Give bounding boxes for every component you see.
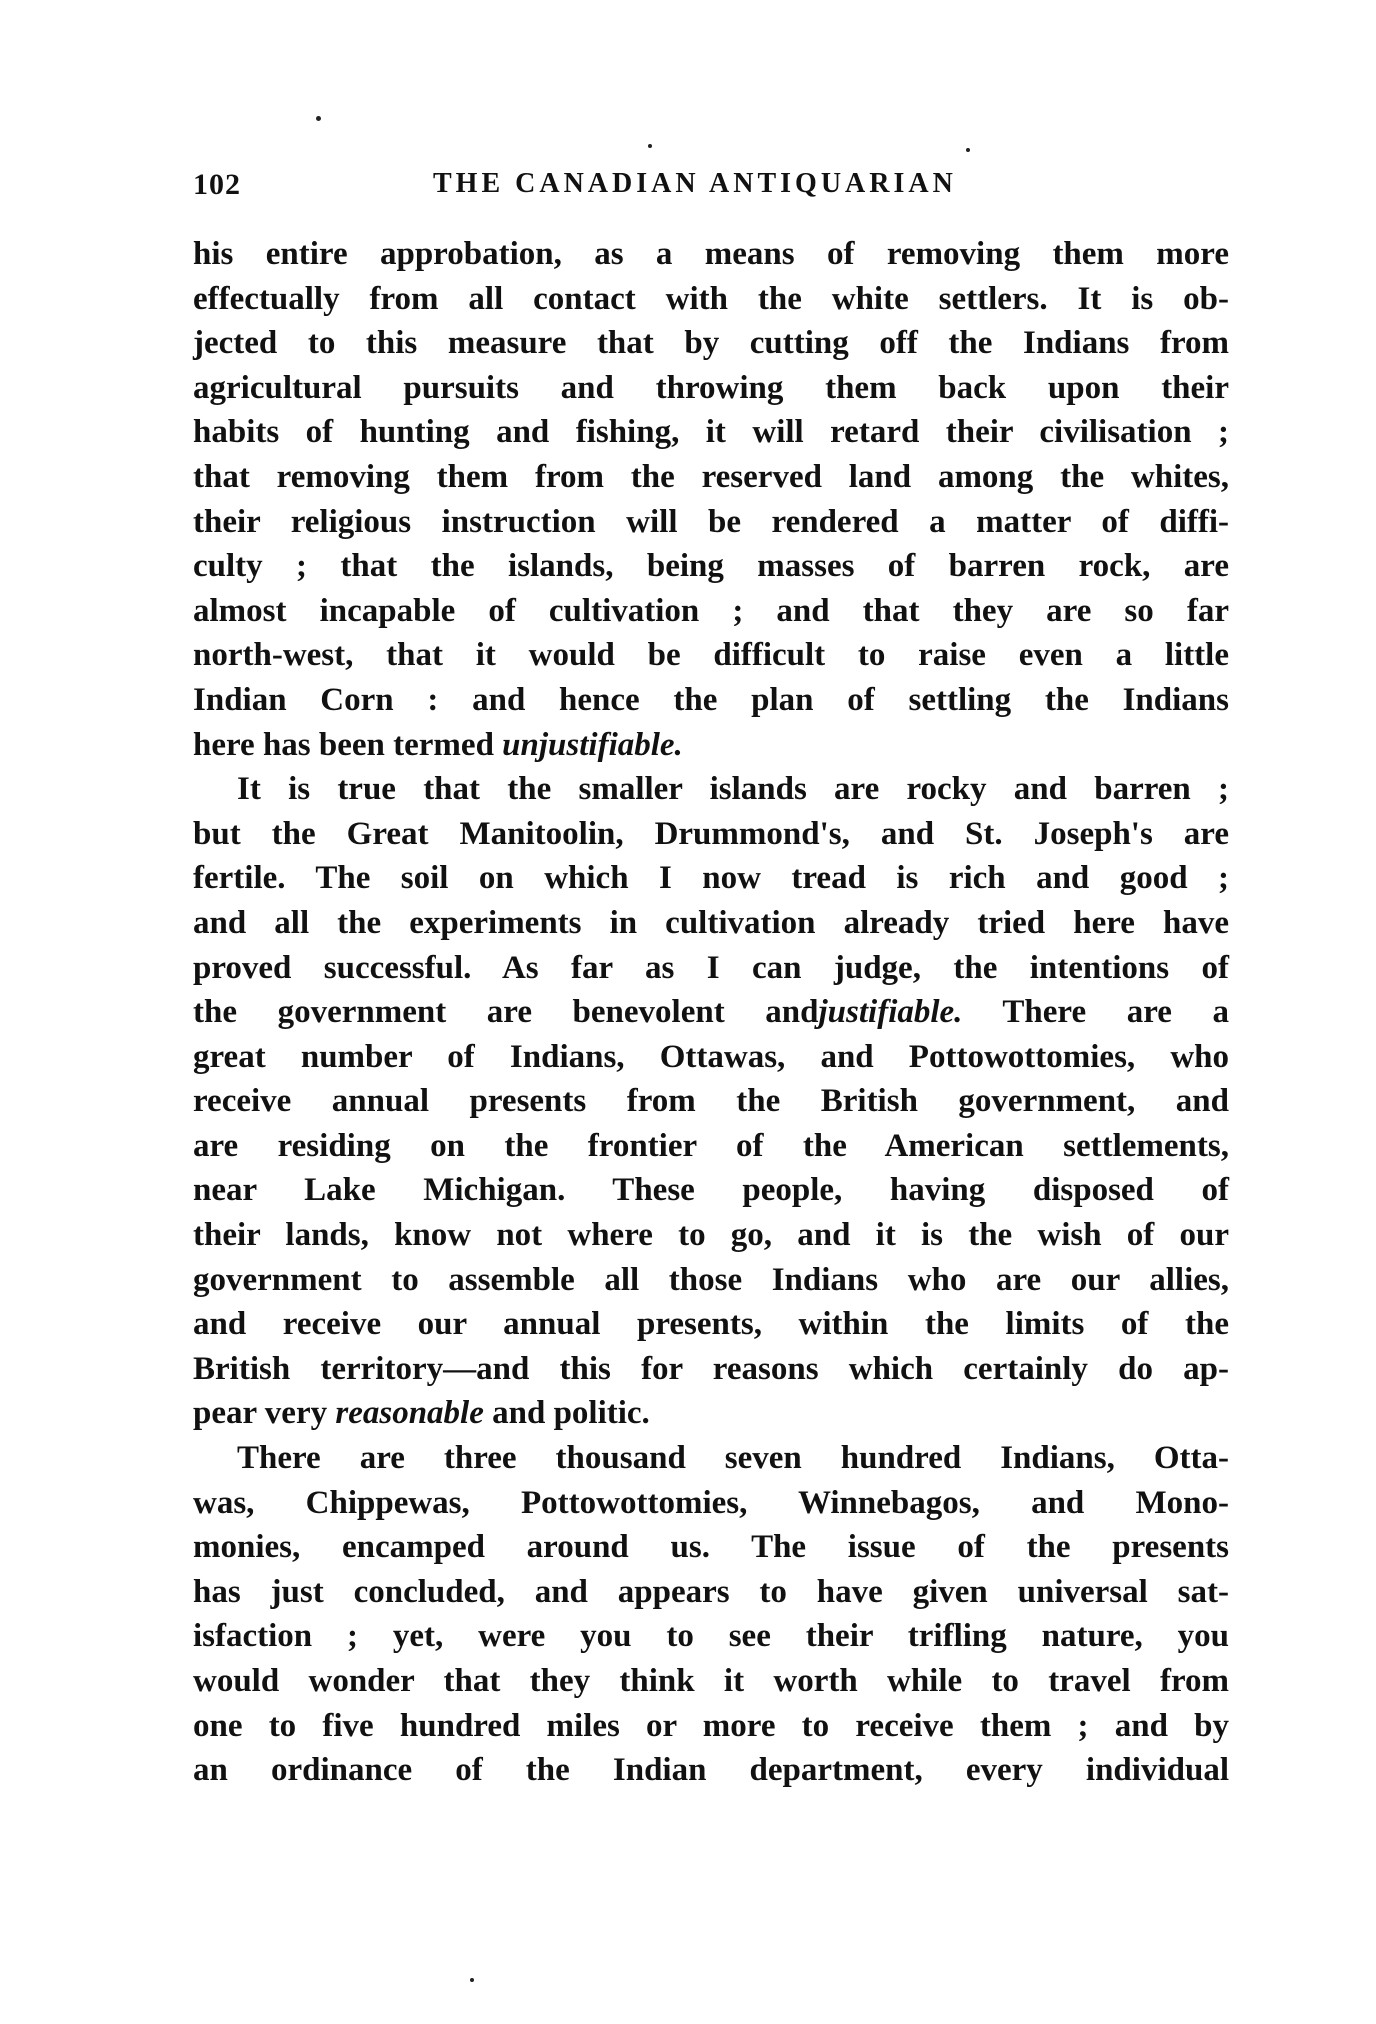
text-fragment: pear very [193,1395,328,1432]
text-line-with-italic [193,723,1229,768]
body-text [193,232,1229,1793]
text-line: and all the experiments in cultivation already tried here have [193,904,1229,941]
text-line: agricultural pursuits and throwing them back upon their [193,369,1229,406]
text-line: was, Chippewas, Pottowottomies, Winnebagos, and Mono- [193,1484,1229,1521]
text-line: British territory—and this for reasons which certainly do ap- [193,1350,1229,1387]
text-line: receive annual presents from the British government, and [193,1083,1229,1120]
text-line: an ordinance of the Indian department, every individual [193,1752,1229,1789]
text-line: almost incapable of cultivation ; and that they are so far [193,592,1229,629]
text-line-with-italic [193,990,1229,1035]
page-number: 102 [193,168,241,201]
text-line: effectually from all contact with the white settlers. It is ob- [193,280,1229,317]
text-line: fertile. The soil on which I now tread is rich and good ; [193,860,1229,897]
text-line: that removing them from the reserved land among the whites, [193,458,1229,495]
text-fragment: and politic. [492,1395,650,1432]
text-line: north-west, that it would be difficult to raise even a little [193,637,1229,674]
text-line: their lands, know not where to go, and it is the wish of our [193,1217,1229,1254]
italic-word: unjustifiable. [502,726,683,763]
text-line: jected to this measure that by cutting off the Indians from [193,325,1229,362]
running-title: THE CANADIAN ANTIQUARIAN [433,168,957,199]
text-line: his entire approbation, as a means of removing them more [193,236,1229,272]
paragraph-start: There are three thousand seven hundred Indians, Otta- [237,1440,1229,1477]
text-line: habits of hunting and fishing, it will retard their civilisation ; [193,414,1229,451]
print-speck [966,148,970,152]
italic-word: justifiable. [818,994,963,1031]
print-speck [648,144,652,148]
italic-word: reasonable [335,1395,484,1432]
text-line: great number of Indians, Ottawas, and Pottowottomies, who [193,1038,1229,1075]
text-line: culty ; that the islands, being masses of barren rock, are [193,548,1229,585]
text-line: their religious instruction will be rendered a matter of diffi- [193,503,1229,540]
text-fragment: here has been termed [193,726,494,763]
text-line: proved successful. As far as I can judge, the intentions of [193,949,1229,986]
text-fragment: the government are benevolent and [193,994,819,1031]
text-line: would wonder that they think it worth while to travel from [193,1663,1229,1699]
text-line: and receive our annual presents, within the limits of the [193,1306,1229,1343]
text-line: government to assemble all those Indians who are our allies, [193,1261,1229,1298]
text-line: Indian Corn : and hence the plan of settling the Indians [193,681,1229,718]
print-speck [470,1978,474,1982]
text-line: isfaction ; yet, were you to see their trifling nature, you [193,1618,1229,1655]
print-speck [316,116,321,121]
text-line-with-italic [193,1391,1229,1436]
text-line: has just concluded, and appears to have given universal sat- [193,1573,1229,1610]
text-line: monies, encamped around us. The issue of the presents [193,1529,1229,1566]
text-line: near Lake Michigan. These people, having disposed of [193,1172,1229,1209]
text-fragment: There are a [1002,994,1229,1031]
text-line: but the Great Manitoolin, Drummond's, and St. Joseph's are [193,815,1229,852]
paragraph-start: It is true that the smaller islands are rocky and barren ; [237,771,1229,808]
page-header [193,168,1193,208]
text-line: one to five hundred miles or more to receive them ; and by [193,1707,1229,1744]
text-line: are residing on the frontier of the American settlements, [193,1127,1229,1164]
